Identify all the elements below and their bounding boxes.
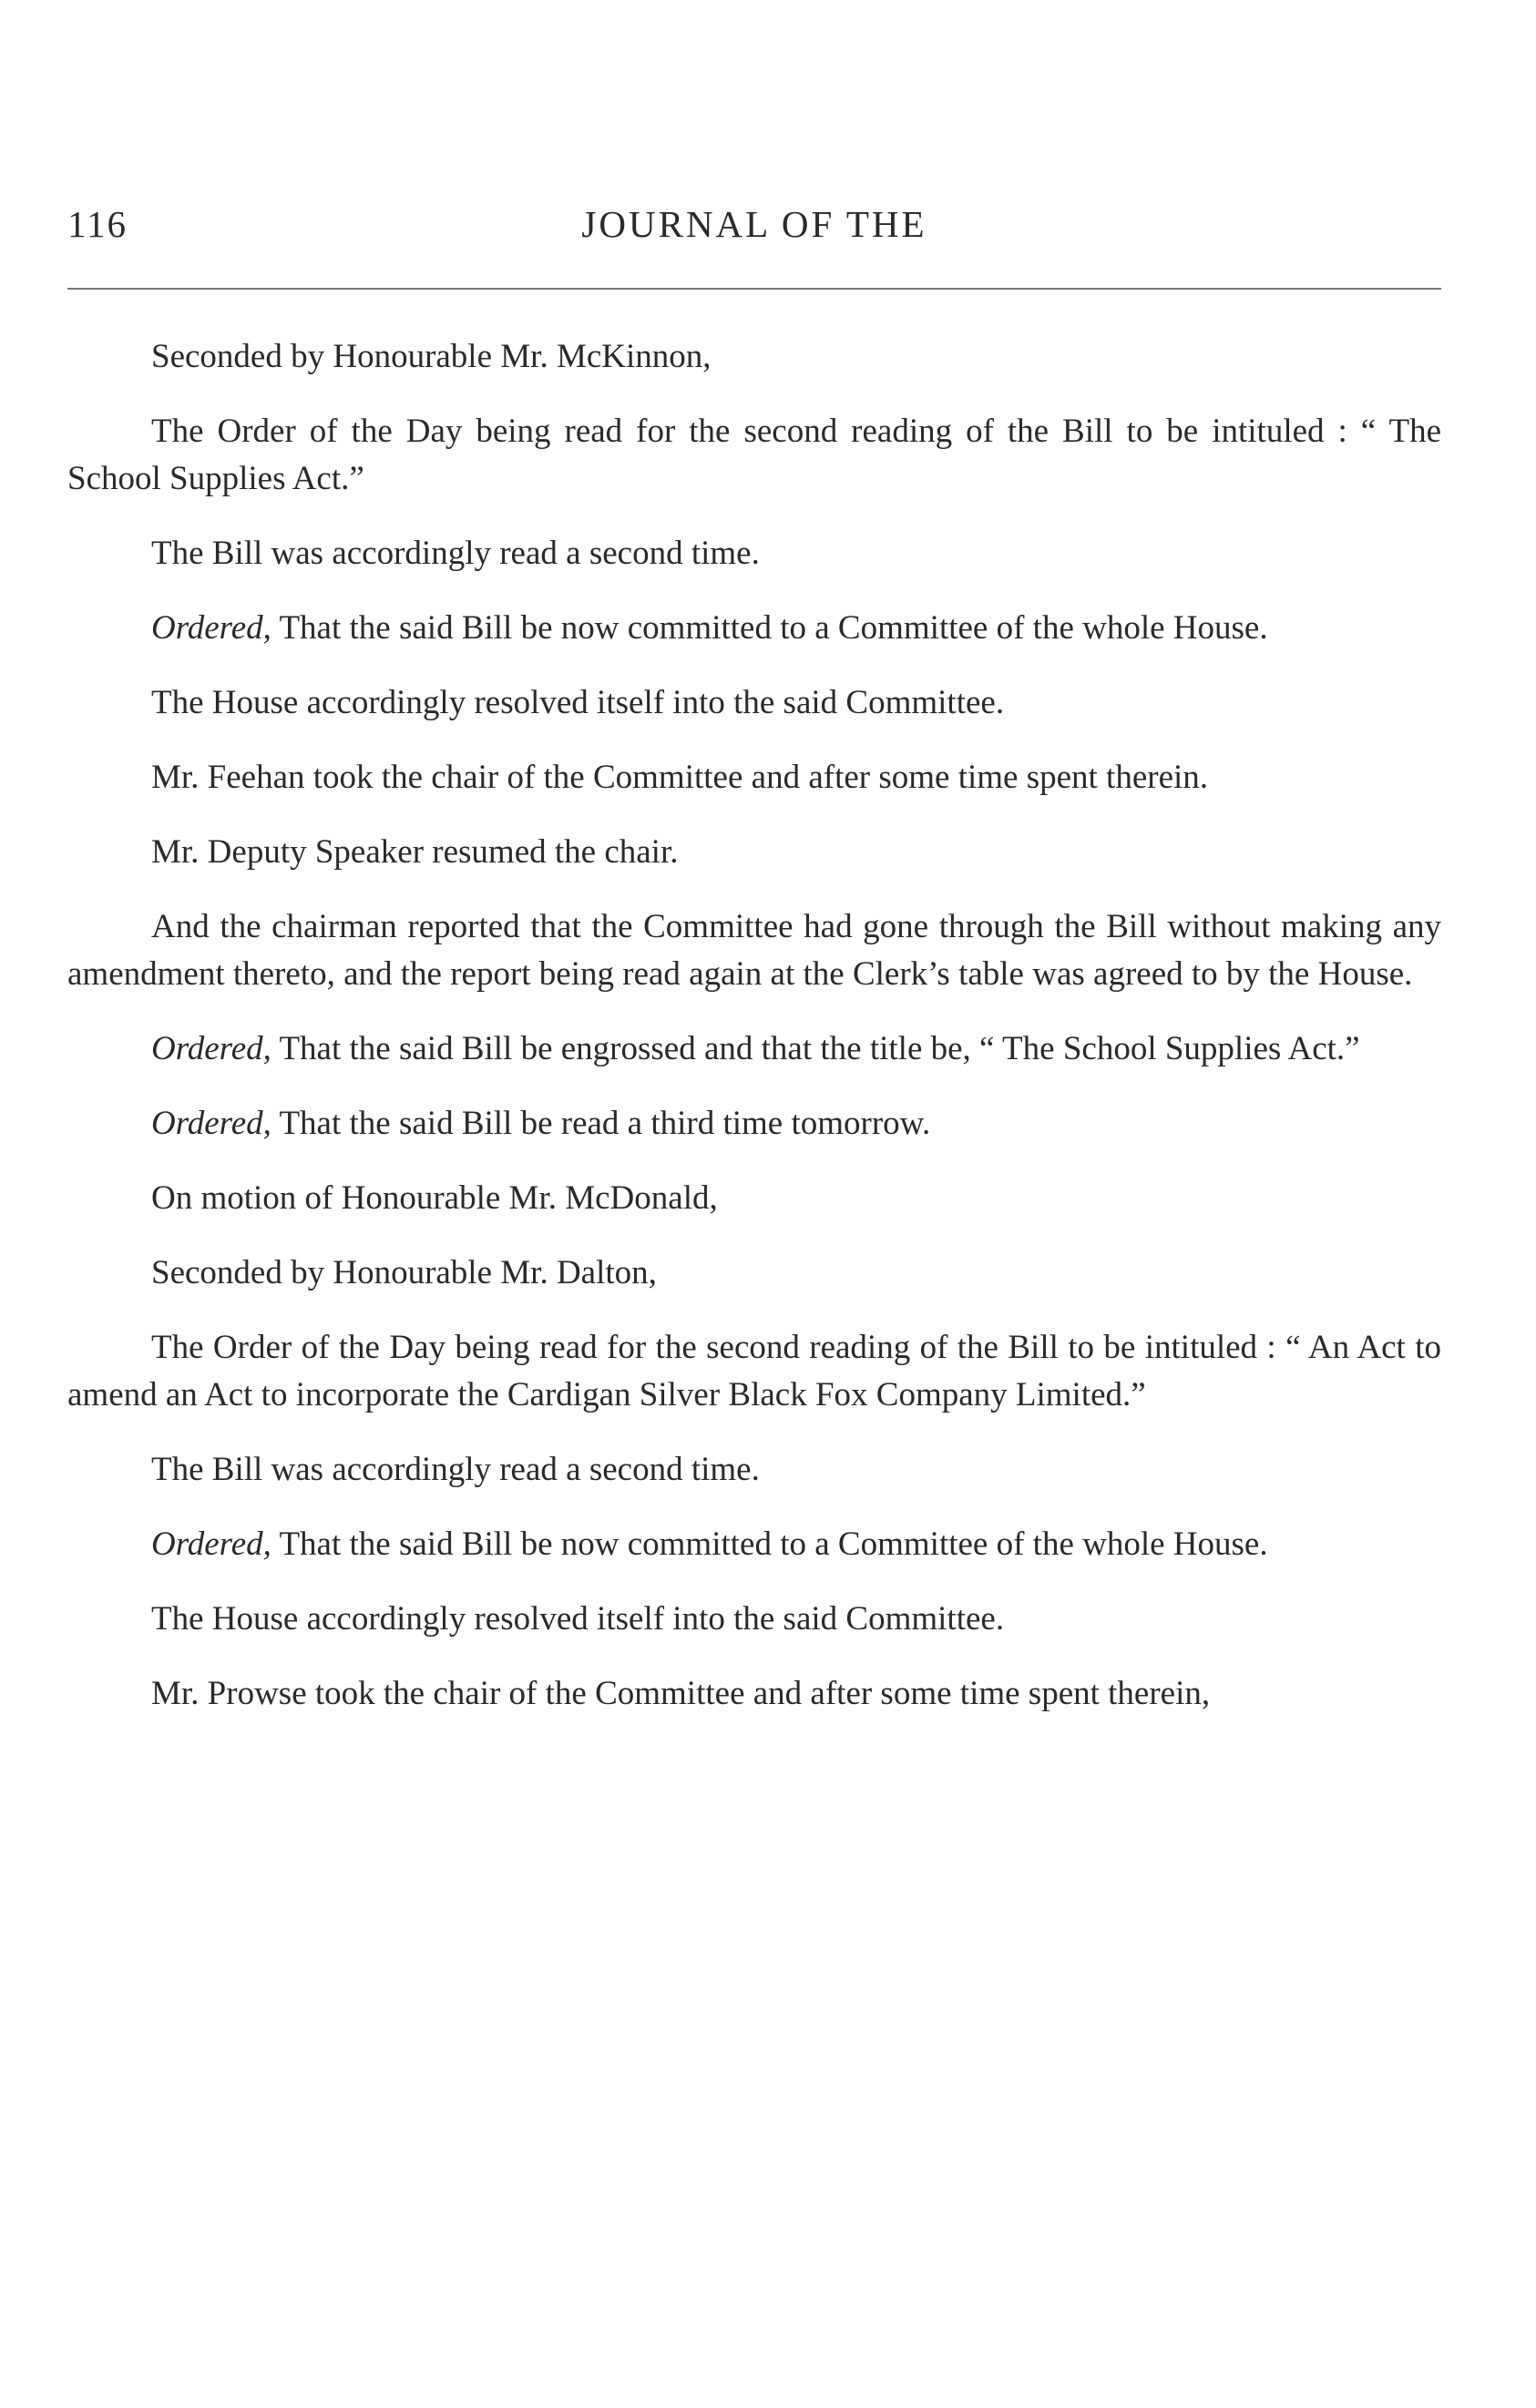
journal-paragraph: [67, 333, 1441, 381]
paragraph-text: Mr. Deputy Speaker resumed the chair.: [151, 833, 679, 871]
journal-body: [67, 330, 1441, 1718]
paragraph-text: And the chairman reported that the Committee had gone through the Bill without making any amendment thereto, and the report being read again at the Clerk’s table was agreed to by the House.: [67, 908, 1441, 993]
paragraph-text: That the said Bill be now committed to a Committee of the whole House.: [271, 609, 1268, 647]
paragraph-text: The Bill was accordingly read a second time.: [151, 535, 760, 572]
paragraph-text: Mr. Prowse took the chair of the Committee and after some time spent therein,: [151, 1675, 1211, 1712]
paragraph-text: That the said Bill be now committed to a Committee of the whole House.: [271, 1525, 1268, 1563]
journal-paragraph: [67, 829, 1441, 876]
paragraph-text: On motion of Honourable Mr. McDonald,: [151, 1179, 718, 1217]
journal-paragraph: [67, 1596, 1441, 1643]
journal-paragraph: [67, 1324, 1441, 1419]
paragraph-text: Seconded by Honourable Mr. Dalton,: [151, 1254, 657, 1291]
ordered-lead: Ordered,: [151, 1105, 271, 1142]
paragraph-text: Mr. Feehan took the chair of the Committee and after some time spent therein.: [151, 759, 1209, 796]
journal-paragraph: [67, 679, 1441, 727]
paragraph-text: The Order of the Day being read for the second reading of the Bill to be intituled : “ An Act to amend an Act to incorporate the Cardigan Silver Black Fox Company Limited.”: [67, 1329, 1441, 1413]
page-header: [67, 202, 1441, 257]
ordered-lead: Ordered,: [151, 1030, 271, 1067]
ordered-lead: Ordered,: [151, 1525, 271, 1563]
header-rule: [67, 288, 1441, 290]
ordered-lead: Ordered,: [151, 609, 271, 647]
journal-paragraph: [67, 1025, 1441, 1073]
paragraph-text: Seconded by Honourable Mr. McKinnon,: [151, 338, 712, 375]
journal-paragraph: [67, 903, 1441, 998]
journal-paragraph: [67, 1670, 1441, 1718]
paragraph-text: That the said Bill be engrossed and that the title be, “ The School Supplies Act.”: [271, 1030, 1360, 1067]
paragraph-text: The House accordingly resolved itself into the said Committee.: [151, 684, 1005, 721]
journal-paragraph: [67, 1175, 1441, 1222]
journal-paragraph: [67, 1521, 1441, 1568]
paragraph-text: The Bill was accordingly read a second time.: [151, 1451, 760, 1488]
paragraph-text: That the said Bill be read a third time tomorrow.: [271, 1105, 931, 1142]
journal-paragraph: [67, 408, 1441, 503]
paragraph-text: The House accordingly resolved itself into the said Committee.: [151, 1600, 1005, 1638]
journal-paragraph: [67, 754, 1441, 801]
running-title: JOURNAL OF THE: [581, 203, 927, 245]
journal-paragraph: [67, 1446, 1441, 1494]
paragraph-text: The Order of the Day being read for the second reading of the Bill to be intituled : “ The School Supplies Act.”: [67, 413, 1441, 497]
journal-paragraph: [67, 1250, 1441, 1297]
journal-paragraph: [67, 1100, 1441, 1148]
journal-paragraph: [67, 605, 1441, 652]
journal-paragraph: [67, 530, 1441, 577]
page-number: 116: [67, 203, 128, 245]
